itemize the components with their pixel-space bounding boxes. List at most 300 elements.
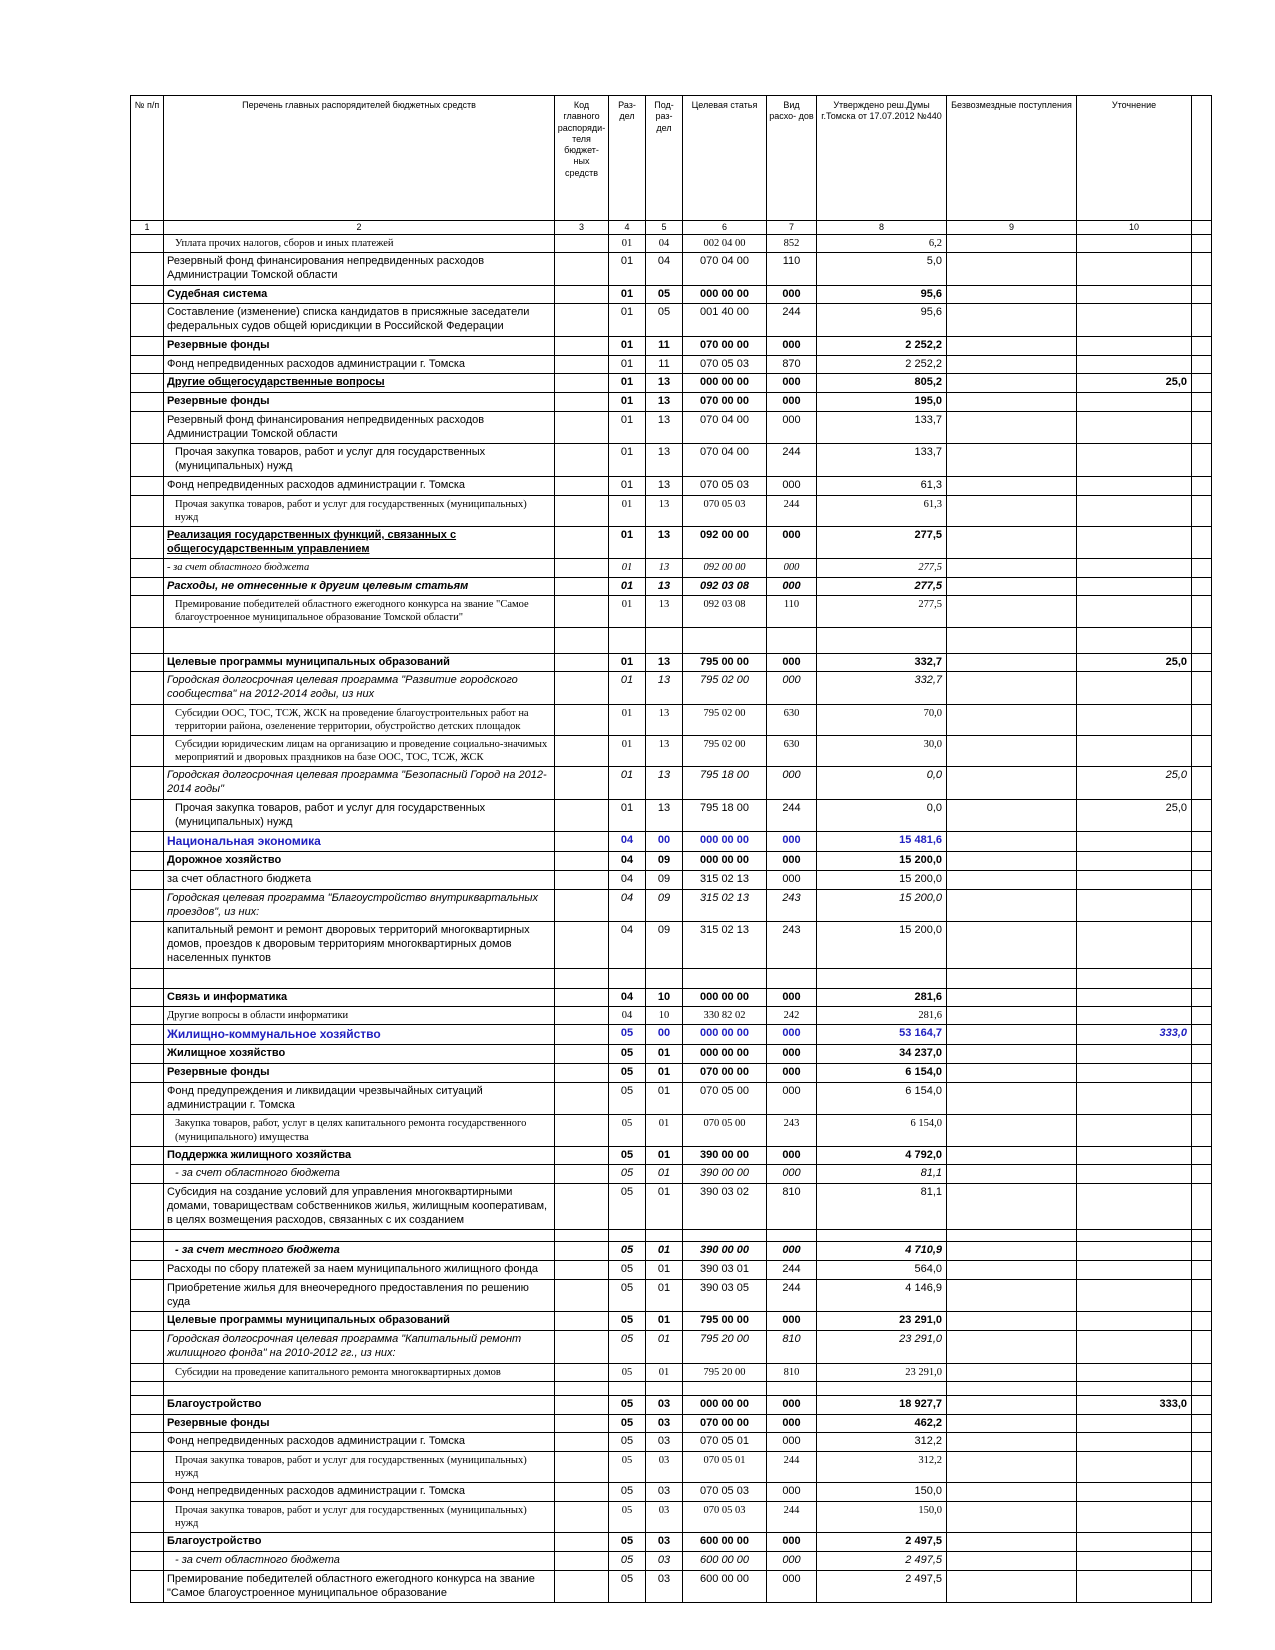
row-podrazdel: 13: [646, 559, 683, 577]
row-podrazdel: 01: [646, 1165, 683, 1184]
row-razdel: 01: [609, 596, 646, 627]
row-gratuitous-amount: [947, 1381, 1077, 1395]
row-title: Субсидии юридическим лицам на организацию и проведение социально-значимых мероприятий и дворовых праздников на базе ООС, ТОС, ТСЖ, ЖСК: [164, 736, 555, 767]
row-num: [131, 1552, 164, 1571]
spacer-row: [131, 1381, 1212, 1395]
row-clarification-amount: [1077, 304, 1192, 337]
row-edge: [1192, 1331, 1212, 1364]
row-target-article: 795 18 00: [683, 799, 767, 832]
row-approved-amount: 277,5: [817, 526, 947, 559]
row-expense-type: 000: [767, 1483, 817, 1502]
row-approved-amount: 81,1: [817, 1184, 947, 1230]
row-num: [131, 1184, 164, 1230]
row-gratuitous-amount: [947, 1502, 1077, 1533]
row-edge: [1192, 476, 1212, 495]
row-title: - за счет местного бюджета: [164, 1242, 555, 1261]
header-grbs-code: Код главного распоряди- теля бюджет- ных средств: [555, 96, 609, 221]
row-clarification-amount: [1077, 1483, 1192, 1502]
row-approved-amount: 462,2: [817, 1414, 947, 1433]
row-razdel: 05: [609, 1552, 646, 1571]
row-clarification-amount: 333,0: [1077, 1025, 1192, 1045]
row-grbs-code: [555, 1261, 609, 1280]
table-row: [131, 1242, 1212, 1261]
row-razdel: 05: [609, 1146, 646, 1165]
spacer-row: [131, 968, 1212, 988]
row-edge: [1192, 1312, 1212, 1331]
row-razdel: 01: [609, 411, 646, 444]
row-gratuitous-amount: [947, 1395, 1077, 1414]
row-expense-type: 000: [767, 411, 817, 444]
row-gratuitous-amount: [947, 355, 1077, 374]
row-gratuitous-amount: [947, 1025, 1077, 1045]
row-title: Прочая закупка товаров, работ и услуг для государственных (муниципальных) нужд: [164, 444, 555, 477]
row-clarification-amount: [1077, 1146, 1192, 1165]
table-row: [131, 988, 1212, 1007]
row-expense-type: 000: [767, 476, 817, 495]
row-clarification-amount: [1077, 1007, 1192, 1025]
row-edge: [1192, 1483, 1212, 1502]
row-clarification-amount: [1077, 922, 1192, 968]
row-edge: [1192, 704, 1212, 735]
row-num: [131, 1146, 164, 1165]
row-target-article: 070 04 00: [683, 411, 767, 444]
row-clarification-amount: [1077, 596, 1192, 627]
row-podrazdel: 13: [646, 736, 683, 767]
row-grbs-code: [555, 672, 609, 705]
row-edge: [1192, 559, 1212, 577]
row-target-article: 795 02 00: [683, 736, 767, 767]
row-target-article: [683, 968, 767, 988]
table-row: [131, 852, 1212, 871]
row-title: Городская долгосрочная целевая программа "Капитальный ремонт жилищного фонда" на 2010-2012 гг., из них:: [164, 1331, 555, 1364]
row-edge: [1192, 495, 1212, 526]
row-podrazdel: 13: [646, 596, 683, 627]
row-grbs-code: [555, 1483, 609, 1502]
row-target-article: 070 00 00: [683, 1414, 767, 1433]
row-edge: [1192, 336, 1212, 355]
row-clarification-amount: [1077, 832, 1192, 852]
row-expense-type: 244: [767, 1261, 817, 1280]
row-title: Целевые программы муниципальных образований: [164, 653, 555, 672]
row-target-article: 002 04 00: [683, 235, 767, 253]
table-row: [131, 1395, 1212, 1414]
row-expense-type: 243: [767, 889, 817, 922]
row-razdel: 01: [609, 767, 646, 800]
row-title: Дорожное хозяйство: [164, 852, 555, 871]
row-title: за счет областного бюджета: [164, 871, 555, 890]
table-row: [131, 1533, 1212, 1552]
header-podrazdel: Под- раз- дел: [646, 96, 683, 221]
row-edge: [1192, 1552, 1212, 1571]
row-expense-type: 630: [767, 704, 817, 735]
row-podrazdel: 01: [646, 1312, 683, 1331]
row-gratuitous-amount: [947, 253, 1077, 286]
row-target-article: 315 02 13: [683, 922, 767, 968]
row-expense-type: 244: [767, 1502, 817, 1533]
row-edge: [1192, 1261, 1212, 1280]
row-expense-type: 110: [767, 253, 817, 286]
row-expense-type: 243: [767, 1115, 817, 1146]
row-gratuitous-amount: [947, 704, 1077, 735]
row-clarification-amount: [1077, 1552, 1192, 1571]
row-target-article: 070 05 03: [683, 1502, 767, 1533]
row-num: [131, 968, 164, 988]
row-title: Резервный фонд финансирования непредвиденных расходов Администрации Томской области: [164, 411, 555, 444]
row-edge: [1192, 832, 1212, 852]
row-approved-amount: 150,0: [817, 1483, 947, 1502]
row-podrazdel: 00: [646, 832, 683, 852]
row-expense-type: 244: [767, 1452, 817, 1483]
row-title: Уплата прочих налогов, сборов и иных платежей: [164, 235, 555, 253]
row-title: Прочая закупка товаров, работ и услуг для государственных (муниципальных) нужд: [164, 1452, 555, 1483]
row-num: [131, 393, 164, 412]
row-edge: [1192, 1433, 1212, 1452]
row-grbs-code: [555, 1452, 609, 1483]
row-grbs-code: [555, 355, 609, 374]
row-num: [131, 235, 164, 253]
row-target-article: 070 04 00: [683, 253, 767, 286]
row-num: [131, 1064, 164, 1083]
row-title: [164, 1381, 555, 1395]
table-row: [131, 1261, 1212, 1280]
row-num: [131, 1230, 164, 1242]
row-approved-amount: 61,3: [817, 495, 947, 526]
row-razdel: [609, 968, 646, 988]
row-approved-amount: 133,7: [817, 411, 947, 444]
row-approved-amount: 277,5: [817, 596, 947, 627]
row-gratuitous-amount: [947, 1570, 1077, 1603]
table-row: [131, 304, 1212, 337]
row-edge: [1192, 1452, 1212, 1483]
row-gratuitous-amount: [947, 1230, 1077, 1242]
row-approved-amount: 2 497,5: [817, 1552, 947, 1571]
row-approved-amount: 0,0: [817, 767, 947, 800]
row-title: - за счет областного бюджета: [164, 559, 555, 577]
row-razdel: 04: [609, 889, 646, 922]
row-target-article: 070 05 01: [683, 1452, 767, 1483]
row-target-article: 070 05 00: [683, 1082, 767, 1115]
row-gratuitous-amount: [947, 1452, 1077, 1483]
table-row: [131, 476, 1212, 495]
row-title: Целевые программы муниципальных образований: [164, 1312, 555, 1331]
row-expense-type: 244: [767, 1279, 817, 1312]
row-expense-type: 810: [767, 1363, 817, 1381]
row-clarification-amount: [1077, 1312, 1192, 1331]
row-gratuitous-amount: [947, 1165, 1077, 1184]
table-row: [131, 355, 1212, 374]
row-approved-amount: 6 154,0: [817, 1082, 947, 1115]
table-row: [131, 1331, 1212, 1364]
row-num: [131, 1433, 164, 1452]
table-row: [131, 1279, 1212, 1312]
row-num: [131, 559, 164, 577]
row-num: [131, 253, 164, 286]
row-target-article: 000 00 00: [683, 852, 767, 871]
row-approved-amount: 277,5: [817, 559, 947, 577]
budget-rows: [131, 235, 1212, 1603]
row-clarification-amount: [1077, 1331, 1192, 1364]
row-approved-amount: 23 291,0: [817, 1331, 947, 1364]
row-gratuitous-amount: [947, 871, 1077, 890]
row-clarification-amount: [1077, 1414, 1192, 1433]
row-gratuitous-amount: [947, 559, 1077, 577]
row-edge: [1192, 1064, 1212, 1083]
row-grbs-code: [555, 253, 609, 286]
row-target-article: 070 00 00: [683, 336, 767, 355]
row-target-article: 390 00 00: [683, 1242, 767, 1261]
row-razdel: 04: [609, 852, 646, 871]
row-podrazdel: 01: [646, 1261, 683, 1280]
row-expense-type: 000: [767, 526, 817, 559]
row-num: [131, 832, 164, 852]
row-approved-amount: 133,7: [817, 444, 947, 477]
row-num: [131, 1502, 164, 1533]
row-edge: [1192, 672, 1212, 705]
row-gratuitous-amount: [947, 1279, 1077, 1312]
row-clarification-amount: [1077, 495, 1192, 526]
row-expense-type: 110: [767, 596, 817, 627]
row-grbs-code: [555, 1331, 609, 1364]
row-title: Премирование победителей областного ежегодного конкурса на звание "Самое благоустроенное муниципальное образование: [164, 1570, 555, 1603]
row-gratuitous-amount: [947, 627, 1077, 653]
row-gratuitous-amount: [947, 1064, 1077, 1083]
row-num: [131, 596, 164, 627]
table-row: [131, 577, 1212, 596]
table-row: [131, 672, 1212, 705]
header-edge: [1192, 96, 1212, 221]
spacer-row: [131, 1230, 1212, 1242]
row-gratuitous-amount: [947, 1312, 1077, 1331]
row-target-article: 315 02 13: [683, 871, 767, 890]
table-row: [131, 444, 1212, 477]
row-edge: [1192, 577, 1212, 596]
row-target-article: 330 82 02: [683, 1007, 767, 1025]
row-approved-amount: 6 154,0: [817, 1115, 947, 1146]
row-target-article: 795 18 00: [683, 767, 767, 800]
row-gratuitous-amount: [947, 1433, 1077, 1452]
row-podrazdel: 09: [646, 922, 683, 968]
row-grbs-code: [555, 1064, 609, 1083]
row-grbs-code: [555, 476, 609, 495]
row-approved-amount: 15 200,0: [817, 871, 947, 890]
row-podrazdel: 13: [646, 526, 683, 559]
row-podrazdel: 13: [646, 672, 683, 705]
row-approved-amount: 195,0: [817, 393, 947, 412]
row-grbs-code: [555, 1570, 609, 1603]
table-row: [131, 1452, 1212, 1483]
row-razdel: 05: [609, 1165, 646, 1184]
row-approved-amount: 81,1: [817, 1165, 947, 1184]
col-number: 3: [555, 221, 609, 235]
row-grbs-code: [555, 1312, 609, 1331]
row-title: [164, 627, 555, 653]
row-clarification-amount: [1077, 889, 1192, 922]
row-grbs-code: [555, 444, 609, 477]
row-grbs-code: [555, 1115, 609, 1146]
row-podrazdel: 01: [646, 1363, 683, 1381]
row-target-article: 600 00 00: [683, 1552, 767, 1571]
row-expense-type: 000: [767, 832, 817, 852]
row-title: Жилищно-коммунальное хозяйство: [164, 1025, 555, 1045]
row-grbs-code: [555, 922, 609, 968]
row-expense-type: [767, 1381, 817, 1395]
row-num: [131, 799, 164, 832]
row-razdel: 04: [609, 832, 646, 852]
row-gratuitous-amount: [947, 1146, 1077, 1165]
row-razdel: 01: [609, 495, 646, 526]
row-approved-amount: [817, 968, 947, 988]
row-edge: [1192, 1045, 1212, 1064]
row-approved-amount: 805,2: [817, 374, 947, 393]
row-podrazdel: 01: [646, 1146, 683, 1165]
row-num: [131, 495, 164, 526]
table-row: [131, 871, 1212, 890]
row-approved-amount: 23 291,0: [817, 1312, 947, 1331]
row-clarification-amount: [1077, 336, 1192, 355]
row-num: [131, 355, 164, 374]
row-gratuitous-amount: [947, 577, 1077, 596]
row-target-article: 070 05 03: [683, 355, 767, 374]
row-grbs-code: [555, 495, 609, 526]
row-podrazdel: 01: [646, 1279, 683, 1312]
row-num: [131, 411, 164, 444]
row-podrazdel: 13: [646, 767, 683, 800]
row-gratuitous-amount: [947, 1045, 1077, 1064]
row-gratuitous-amount: [947, 653, 1077, 672]
row-grbs-code: [555, 1165, 609, 1184]
row-title: Судебная система: [164, 285, 555, 304]
row-razdel: 05: [609, 1433, 646, 1452]
row-approved-amount: 15 200,0: [817, 852, 947, 871]
row-approved-amount: 34 237,0: [817, 1045, 947, 1064]
row-title: Благоустройство: [164, 1533, 555, 1552]
row-target-article: 795 20 00: [683, 1331, 767, 1364]
row-podrazdel: 04: [646, 253, 683, 286]
row-title: Фонд предупреждения и ликвидации чрезвычайных ситуаций администрации г. Томска: [164, 1082, 555, 1115]
header-razdel: Раз- дел: [609, 96, 646, 221]
row-approved-amount: 23 291,0: [817, 1363, 947, 1381]
row-edge: [1192, 799, 1212, 832]
row-edge: [1192, 922, 1212, 968]
row-clarification-amount: [1077, 526, 1192, 559]
row-approved-amount: 2 497,5: [817, 1570, 947, 1603]
table-row: [131, 495, 1212, 526]
row-razdel: 05: [609, 1483, 646, 1502]
row-title: Другие общегосударственные вопросы: [164, 374, 555, 393]
row-edge: [1192, 1381, 1212, 1395]
table-row: [131, 889, 1212, 922]
row-approved-amount: [817, 1381, 947, 1395]
row-edge: [1192, 596, 1212, 627]
row-gratuitous-amount: [947, 411, 1077, 444]
table-row: [131, 1502, 1212, 1533]
row-num: [131, 1312, 164, 1331]
row-approved-amount: 6 154,0: [817, 1064, 947, 1083]
row-podrazdel: 03: [646, 1483, 683, 1502]
row-grbs-code: [555, 559, 609, 577]
row-expense-type: 000: [767, 767, 817, 800]
row-gratuitous-amount: [947, 526, 1077, 559]
row-podrazdel: [646, 1230, 683, 1242]
col-number: 5: [646, 221, 683, 235]
row-razdel: 05: [609, 1312, 646, 1331]
row-expense-type: 000: [767, 653, 817, 672]
row-target-article: 390 00 00: [683, 1146, 767, 1165]
row-razdel: 05: [609, 1242, 646, 1261]
row-num: [131, 1331, 164, 1364]
table-row: [131, 1312, 1212, 1331]
row-target-article: 390 03 01: [683, 1261, 767, 1280]
row-razdel: 01: [609, 577, 646, 596]
row-edge: [1192, 444, 1212, 477]
row-expense-type: 000: [767, 852, 817, 871]
row-clarification-amount: [1077, 393, 1192, 412]
row-expense-type: 000: [767, 1414, 817, 1433]
row-grbs-code: [555, 526, 609, 559]
row-num: [131, 1533, 164, 1552]
row-approved-amount: 95,6: [817, 285, 947, 304]
row-expense-type: 000: [767, 1165, 817, 1184]
row-edge: [1192, 526, 1212, 559]
row-podrazdel: 01: [646, 1184, 683, 1230]
row-title: Благоустройство: [164, 1395, 555, 1414]
col-number: 8: [817, 221, 947, 235]
header-grbs-list: Перечень главных распорядителей бюджетных средств: [164, 96, 555, 221]
row-podrazdel: 13: [646, 393, 683, 412]
row-podrazdel: 03: [646, 1433, 683, 1452]
row-edge: [1192, 1279, 1212, 1312]
row-num: [131, 304, 164, 337]
row-num: [131, 1452, 164, 1483]
row-razdel: 04: [609, 922, 646, 968]
table-row: [131, 1570, 1212, 1603]
row-edge: [1192, 1082, 1212, 1115]
row-clarification-amount: [1077, 253, 1192, 286]
row-title: Резервные фонды: [164, 1414, 555, 1433]
row-approved-amount: [817, 1230, 947, 1242]
row-clarification-amount: [1077, 1533, 1192, 1552]
row-target-article: 070 05 03: [683, 495, 767, 526]
row-gratuitous-amount: [947, 596, 1077, 627]
row-approved-amount: 15 481,6: [817, 832, 947, 852]
row-num: [131, 672, 164, 705]
row-grbs-code: [555, 1433, 609, 1452]
budget-table: [130, 95, 1212, 1603]
row-gratuitous-amount: [947, 1242, 1077, 1261]
row-expense-type: 000: [767, 577, 817, 596]
row-edge: [1192, 852, 1212, 871]
row-gratuitous-amount: [947, 988, 1077, 1007]
row-num: [131, 1115, 164, 1146]
row-title: Расходы по сбору платежей за наем муниципального жилищного фонда: [164, 1261, 555, 1280]
col-number: 4: [609, 221, 646, 235]
row-target-article: 070 00 00: [683, 393, 767, 412]
row-gratuitous-amount: [947, 444, 1077, 477]
row-clarification-amount: [1077, 871, 1192, 890]
row-podrazdel: 13: [646, 411, 683, 444]
row-podrazdel: 09: [646, 889, 683, 922]
row-edge: [1192, 653, 1212, 672]
row-gratuitous-amount: [947, 852, 1077, 871]
row-podrazdel: 01: [646, 1331, 683, 1364]
row-target-article: 600 00 00: [683, 1570, 767, 1603]
row-grbs-code: [555, 832, 609, 852]
row-razdel: 05: [609, 1064, 646, 1083]
row-edge: [1192, 1395, 1212, 1414]
row-num: [131, 1165, 164, 1184]
row-num: [131, 627, 164, 653]
row-target-article: 600 00 00: [683, 1533, 767, 1552]
